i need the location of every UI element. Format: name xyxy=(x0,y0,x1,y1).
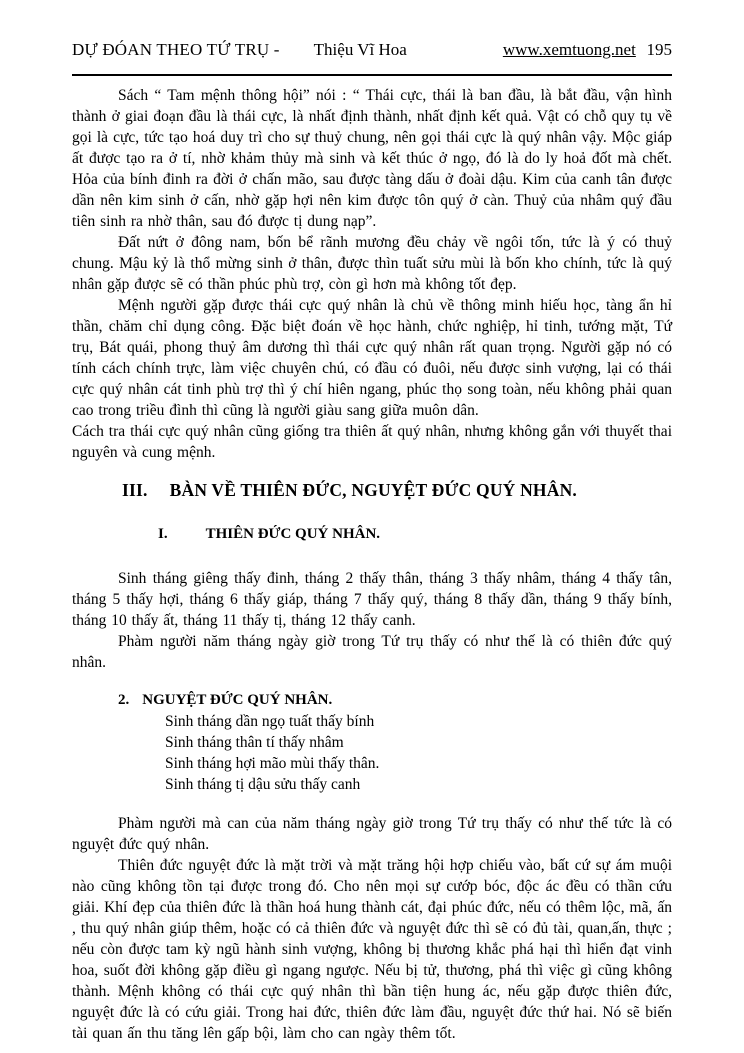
paragraph-cach-tra: Cách tra thái cực quý nhân cũng giống tra thiên ất quý nhân, nhưng không gắn với thuyết thai nguyên và cung mệnh. xyxy=(72,423,672,461)
website-link[interactable]: www.xemtuong.net xyxy=(502,40,636,59)
verse-line: Sinh tháng thân tí thấy nhâm xyxy=(165,734,344,751)
paragraph-thien-duc-nguyet-duc: Thiên đức nguyệt đức là mặt trời và mặt trăng hội hợp chiếu vào, bất cứ sự ám muội nào cũng không tồn tại được trong đó. Cho nên mọi sự cướp bóc, độc ác đều có thần cứu giải. Khí đẹp của thiên đức là thần hoá hung thành cát, đại phúc đức, nếu có thêm lộc, mã, ấn , thu quý nhân giúp thêm, hoặc có cả thiên đức và nguyệt đức thì sẽ có đủ tài, quan,ấn, thực ; nếu còn được tam kỳ ngũ hành sinh vượng, không bị thương khắc phá hại thì hiển đạt vinh hoa, suốt đời không gặp điều gì ngang ngược. Nếu bị tử, thương, phá thì việc gì cũng không thành. Mệnh không có thái cực quý nhân thì bần tiện hung ác, nếu gặp được thiên đức, nguyệt đức là có cứu giải. Trong hai đức, thiên đức làm đầu, nguyệt đức thứ hai. Nó sẽ biến tài quan ấn thu tăng lên gấp bội, làm cho can ngày thêm tốt. xyxy=(72,857,672,1042)
section-title: BÀN VỀ THIÊN ĐỨC, NGUYỆT ĐỨC QUÝ NHÂN. xyxy=(169,480,577,500)
subsection-heading-nguyet-duc xyxy=(118,692,672,709)
section-heading-thien-duc-nguyet-duc xyxy=(122,480,672,501)
paragraph-pham-nguoi-nguyet-duc: Phàm người mà can của năm tháng ngày giờ trong Tứ trụ thấy có như thế tức là có nguyệt đức quý nhân. xyxy=(72,815,672,853)
section-number: III. xyxy=(122,480,148,500)
paragraph-sinh-thang: Sinh tháng giêng thấy đinh, tháng 2 thấy thân, tháng 3 thấy nhâm, tháng 4 thấy tân, tháng 5 thấy hợi, tháng 6 thấy giáp, tháng 7 thấy quý, tháng 8 thấy dần, tháng 9 thấy bính, tháng 10 thấy ất, tháng 11 thấy tị, tháng 12 thấy canh. xyxy=(72,570,672,629)
subsection-number: I. xyxy=(158,526,168,542)
author-name: Thiệu Vĩ Hoa xyxy=(313,40,407,59)
verse-line: Sinh tháng tị dậu sửu thấy canh xyxy=(165,776,361,793)
header-divider xyxy=(72,74,672,76)
subsection-title: THIÊN ĐỨC QUÝ NHÂN. xyxy=(205,526,381,542)
verse-block xyxy=(72,711,672,795)
verse-line: Sinh tháng dần ngọ tuất thấy bính xyxy=(165,713,375,730)
paragraph-tam-menh-quote: Sách “ Tam mệnh thông hội” nói : “ Thái cực, thái là ban đầu, là bắt đầu, vận hình thành ở giai đoạn đầu là thái cực, là nhất định thành, nhất định kết quả. Vật có chỗ quy tụ về gọi là cực, tức tạo hoá duy trì cho sự thuỷ chung, nên gọi thái cực là quý nhân vậy. Mộc giáp ất được tạo ra ở tí, nhờ khảm thủy mà sinh và kết thúc ở ngọ, đó là do ly hoả đốt mà chết. Hỏa của bính đinh ra đời ở chấn mão, sau được tàng dấu ở đoài dậu. Kim của canh tân được dần nên kim sinh ở cấn, nhờ gặp hợi nên kim được tôn quý ở càn. Thuỷ của nhâm quý đầu tiên sinh ra nhờ thân, sau đó được tị dung nạp”. xyxy=(72,87,672,230)
page-number: 195 xyxy=(646,40,672,59)
book-title: DỰ ĐÓAN THEO TỨ TRỤ - xyxy=(72,40,280,59)
page-header xyxy=(72,40,672,60)
subsection-title: NGUYỆT ĐỨC QUÝ NHÂN. xyxy=(142,692,333,708)
paragraph-pham-nguoi-thien-duc: Phàm người năm tháng ngày giờ trong Tứ trụ thấy có như thế là có thiên đức quý nhân. xyxy=(72,633,672,671)
subsection-number: 2. xyxy=(118,692,130,708)
subsection-heading-thien-duc xyxy=(158,526,672,543)
paragraph-dat-nut: Đất nứt ở đông nam, bốn bể rãnh mương đều chảy về ngôi tốn, tức là ý có thuỷ chung. Mậu kỷ là thổ mừng sinh ở thân, được thìn tuất sửu mùi là bốn kho chính, tức là quý nhân gặp được sẽ có thần phúc phù trợ, còn gì hơn mà không tốt đẹp. xyxy=(72,234,672,293)
paragraph-menh-nguoi: Mệnh người gặp được thái cực quý nhân là chủ về thông minh hiếu học, tàng ẩn hỉ thần, chăm chỉ dụng công. Đặc biệt đoán về học hành, chức nghiệp, hỉ tinh, tướng mặt, Tứ trụ, Bát quái, phong thuỷ âm dương thì thái cực quý nhân rất quan trọng. Người gặp nó có tính cách chính trực, làm việc chuyên chú, có đầu có đuôi, nếu được sinh vượng, lại có thái cực quý nhân cát tinh phù trợ thì ý chí hiên ngang, phúc thọ song toàn, nếu không phải quan cao trong triều đình thì cũng là người giàu sang giữa muôn dân. xyxy=(72,297,672,419)
verse-line: Sinh tháng hợi mão mùi thấy thân. xyxy=(165,755,380,772)
